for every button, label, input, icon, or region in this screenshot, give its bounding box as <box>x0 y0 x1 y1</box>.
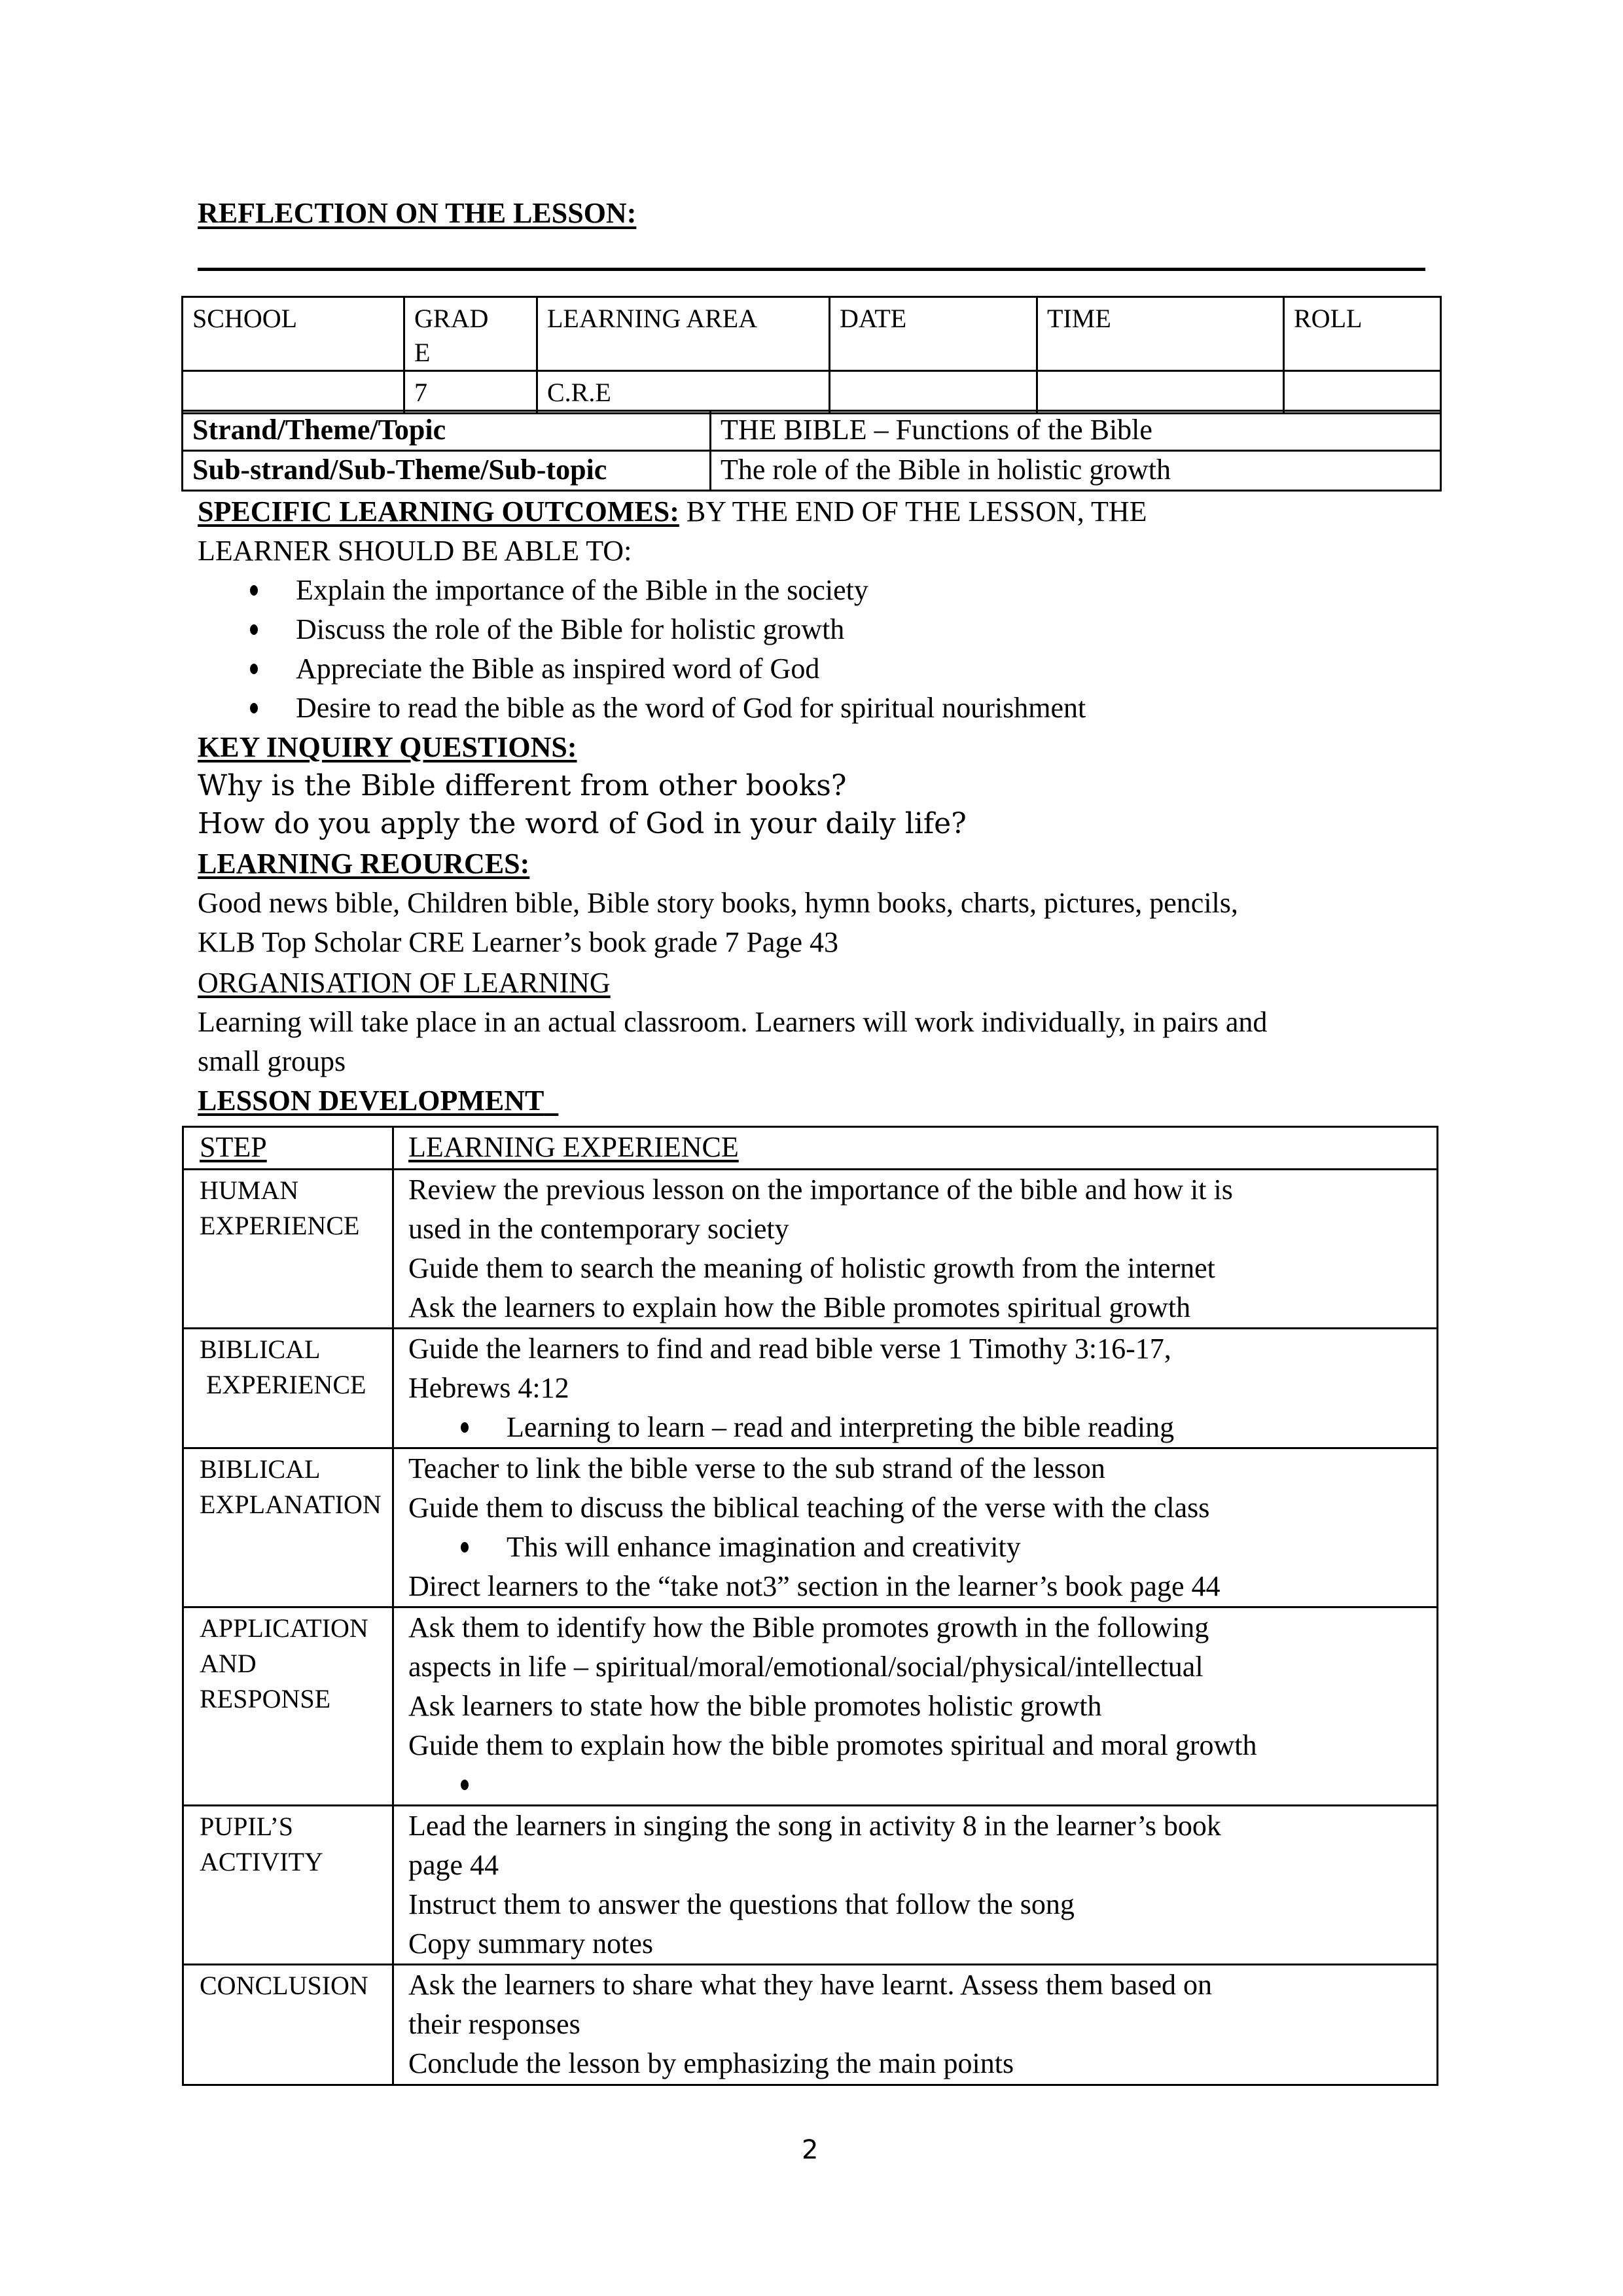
outcome-item <box>198 649 1441 689</box>
experience-cell <box>393 1170 1438 1329</box>
step-cell <box>183 1965 393 2085</box>
grade-header-line1: GRAD <box>414 304 489 333</box>
outcome-text: Discuss the role of the Bible for holistic growth <box>296 613 845 645</box>
experience-bullet <box>408 1528 1429 1567</box>
step-cell <box>183 1329 393 1448</box>
experience-line: Direct learners to the “take not3” section in the learner’s book page 44 <box>408 1570 1221 1602</box>
strand-value: THE BIBLE – Functions of the Bible <box>711 411 1441 451</box>
info-values-row <box>183 371 1441 414</box>
date-header: DATE <box>830 297 1037 371</box>
bullet-icon <box>461 1780 469 1790</box>
experience-cell <box>393 1448 1438 1607</box>
step-label: RESPONSE <box>200 1684 331 1713</box>
table-row <box>183 1806 1438 1965</box>
bullet-icon <box>250 664 258 674</box>
page-number: 2 <box>802 2135 819 2165</box>
substrand-row <box>183 451 1441 491</box>
bullet-text: Learning to learn – read and interpreting the bible reading <box>507 1411 1175 1443</box>
table-row <box>183 1170 1438 1329</box>
experience-line: Ask the learners to share what they have learnt. Assess them based on <box>408 1969 1212 2001</box>
resources-section <box>198 844 1441 962</box>
experience-cell <box>393 1806 1438 1965</box>
organisation-line: small groups <box>198 1045 346 1077</box>
table-row <box>183 1965 1438 2085</box>
bullet-icon <box>250 703 258 713</box>
lesson-development-heading-wrap <box>198 1081 1441 1121</box>
experience-cell <box>393 1965 1438 2085</box>
strand-label: Strand/Theme/Topic <box>183 411 711 451</box>
experience-line: Lead the learners in singing the song in activity 8 in the learner’s book <box>408 1810 1221 1842</box>
heading-underline-trail <box>544 1085 558 1117</box>
strand-row <box>183 411 1441 451</box>
outcome-item <box>198 610 1441 649</box>
step-label: ACTIVITY <box>200 1847 323 1876</box>
lesson-development-heading: LESSON DEVELOPMENT <box>198 1085 544 1117</box>
experience-line: Guide them to search the meaning of holistic growth from the internet <box>408 1252 1215 1284</box>
experience-cell <box>393 1329 1438 1448</box>
bullet-icon <box>250 585 258 596</box>
learning-area-header: LEARNING AREA <box>537 297 830 371</box>
experience-line: Teacher to link the bible verse to the sub strand of the lesson <box>408 1452 1105 1484</box>
key-inquiry-section <box>198 728 1441 843</box>
step-label: PUPIL’S <box>200 1812 294 1841</box>
outcomes-intro-line2: LEARNER SHOULD BE ABLE TO: <box>198 535 632 567</box>
bullet-icon <box>461 1542 469 1552</box>
bullet-text: This will enhance imagination and creativity <box>507 1531 1021 1563</box>
organisation-line: Learning will take place in an actual classroom. Learners will work individually, in pairs and <box>198 1006 1268 1038</box>
grade-header-line2: E <box>414 338 431 367</box>
substrand-label: Sub-strand/Sub-Theme/Sub-topic <box>183 451 711 491</box>
resources-line: Good news bible, Children bible, Bible story books, hymn books, charts, pictures, pencils, <box>198 887 1238 919</box>
bullet-icon <box>250 624 258 635</box>
lesson-development-table <box>182 1126 1438 2086</box>
organisation-heading: ORGANISATION OF LEARNING <box>198 967 611 999</box>
date-value <box>830 371 1037 414</box>
experience-line: Hebrews 4:12 <box>408 1372 569 1404</box>
step-column-header <box>183 1127 393 1170</box>
step-label: EXPLANATION <box>200 1490 382 1519</box>
experience-line: Guide them to explain how the bible promotes spiritual and moral growth <box>408 1729 1257 1761</box>
table-row <box>183 1329 1438 1448</box>
resources-heading: LEARNING REOURCES: <box>198 848 530 880</box>
outcomes-intro <box>198 492 1441 531</box>
lesson-info-table <box>181 296 1442 414</box>
step-label: HUMAN <box>200 1175 299 1205</box>
outcomes-heading: SPECIFIC LEARNING OUTCOMES: <box>198 495 679 528</box>
key-inquiry-heading: KEY INQUIRY QUESTIONS: <box>198 731 577 763</box>
step-label: EXPERIENCE <box>200 1211 360 1240</box>
outcome-text: Appreciate the Bible as inspired word of God <box>296 653 820 685</box>
experience-line: their responses <box>408 2008 580 2040</box>
lesson-development-section <box>198 1081 1441 1121</box>
roll-value <box>1284 371 1441 414</box>
grade-value: 7 <box>404 371 537 414</box>
page-title: REFLECTION ON THE LESSON: <box>198 197 637 229</box>
experience-line: Copy summary notes <box>408 1928 653 1960</box>
inquiry-question: Why is the Bible different from other books? <box>198 769 847 802</box>
inquiry-question: How do you apply the word of God in your daily life? <box>198 807 967 840</box>
experience-column-header <box>393 1127 1438 1170</box>
info-header-row <box>183 297 1441 371</box>
step-cell <box>183 1170 393 1329</box>
outcomes-list <box>198 571 1441 728</box>
outcome-text: Desire to read the bible as the word of God for spiritual nourishment <box>296 692 1086 724</box>
step-cell <box>183 1806 393 1965</box>
outcomes-section <box>198 492 1441 728</box>
experience-header-text: LEARNING EXPERIENCE <box>408 1131 739 1163</box>
step-label: AND <box>200 1649 257 1678</box>
experience-line: Conclude the lesson by emphasizing the main points <box>408 2047 1014 2079</box>
time-header: TIME <box>1037 297 1284 371</box>
horizontal-rule <box>198 268 1425 271</box>
step-header-text: STEP <box>200 1131 267 1163</box>
experience-line: page 44 <box>408 1849 499 1881</box>
table-row <box>183 1448 1438 1607</box>
outcome-item <box>198 689 1441 728</box>
outcomes-intro-tail: BY THE END OF THE LESSON, THE <box>679 495 1147 528</box>
empty-bullet <box>408 1765 1429 1804</box>
grade-header <box>404 297 537 371</box>
organisation-section <box>198 963 1441 1081</box>
experience-bullet <box>408 1408 1429 1447</box>
experience-line: Ask the learners to explain how the Bible promotes spiritual growth <box>408 1291 1191 1323</box>
step-cell <box>183 1607 393 1806</box>
substrand-value: The role of the Bible in holistic growth <box>711 451 1441 491</box>
step-cell <box>183 1448 393 1607</box>
step-label: APPLICATION <box>200 1613 368 1643</box>
bullet-icon <box>461 1422 469 1433</box>
experience-line: Ask learners to state how the bible promotes holistic growth <box>408 1690 1102 1722</box>
learning-area-value: C.R.E <box>537 371 830 414</box>
table-row <box>183 1607 1438 1806</box>
outcome-item <box>198 571 1441 610</box>
step-label: CONCLUSION <box>200 1971 368 2000</box>
experience-line: Review the previous lesson on the importance of the bible and how it is <box>408 1174 1233 1206</box>
outcome-text: Explain the importance of the Bible in the society <box>296 574 868 606</box>
school-header: SCHOOL <box>183 297 404 371</box>
experience-line: aspects in life – spiritual/moral/emotional/social/physical/intellectual <box>408 1651 1204 1683</box>
strand-table <box>181 410 1442 492</box>
school-value <box>183 371 404 414</box>
experience-line: Instruct them to answer the questions that follow the song <box>408 1888 1075 1920</box>
roll-header: ROLL <box>1284 297 1441 371</box>
step-label: BIBLICAL <box>200 1335 321 1364</box>
experience-line: used in the contemporary society <box>408 1213 789 1245</box>
resources-line: KLB Top Scholar CRE Learner’s book grade 7 Page 43 <box>198 926 838 958</box>
time-value <box>1037 371 1284 414</box>
experience-line: Guide them to discuss the biblical teaching of the verse with the class <box>408 1492 1210 1524</box>
experience-line: Ask them to identify how the Bible promotes growth in the following <box>408 1611 1209 1643</box>
experience-cell <box>393 1607 1438 1806</box>
step-label: BIBLICAL <box>200 1454 321 1484</box>
step-label: EXPERIENCE <box>200 1370 366 1399</box>
lesson-table-header <box>183 1127 1438 1170</box>
experience-line: Guide the learners to find and read bible verse 1 Timothy 3:16-17, <box>408 1333 1171 1365</box>
